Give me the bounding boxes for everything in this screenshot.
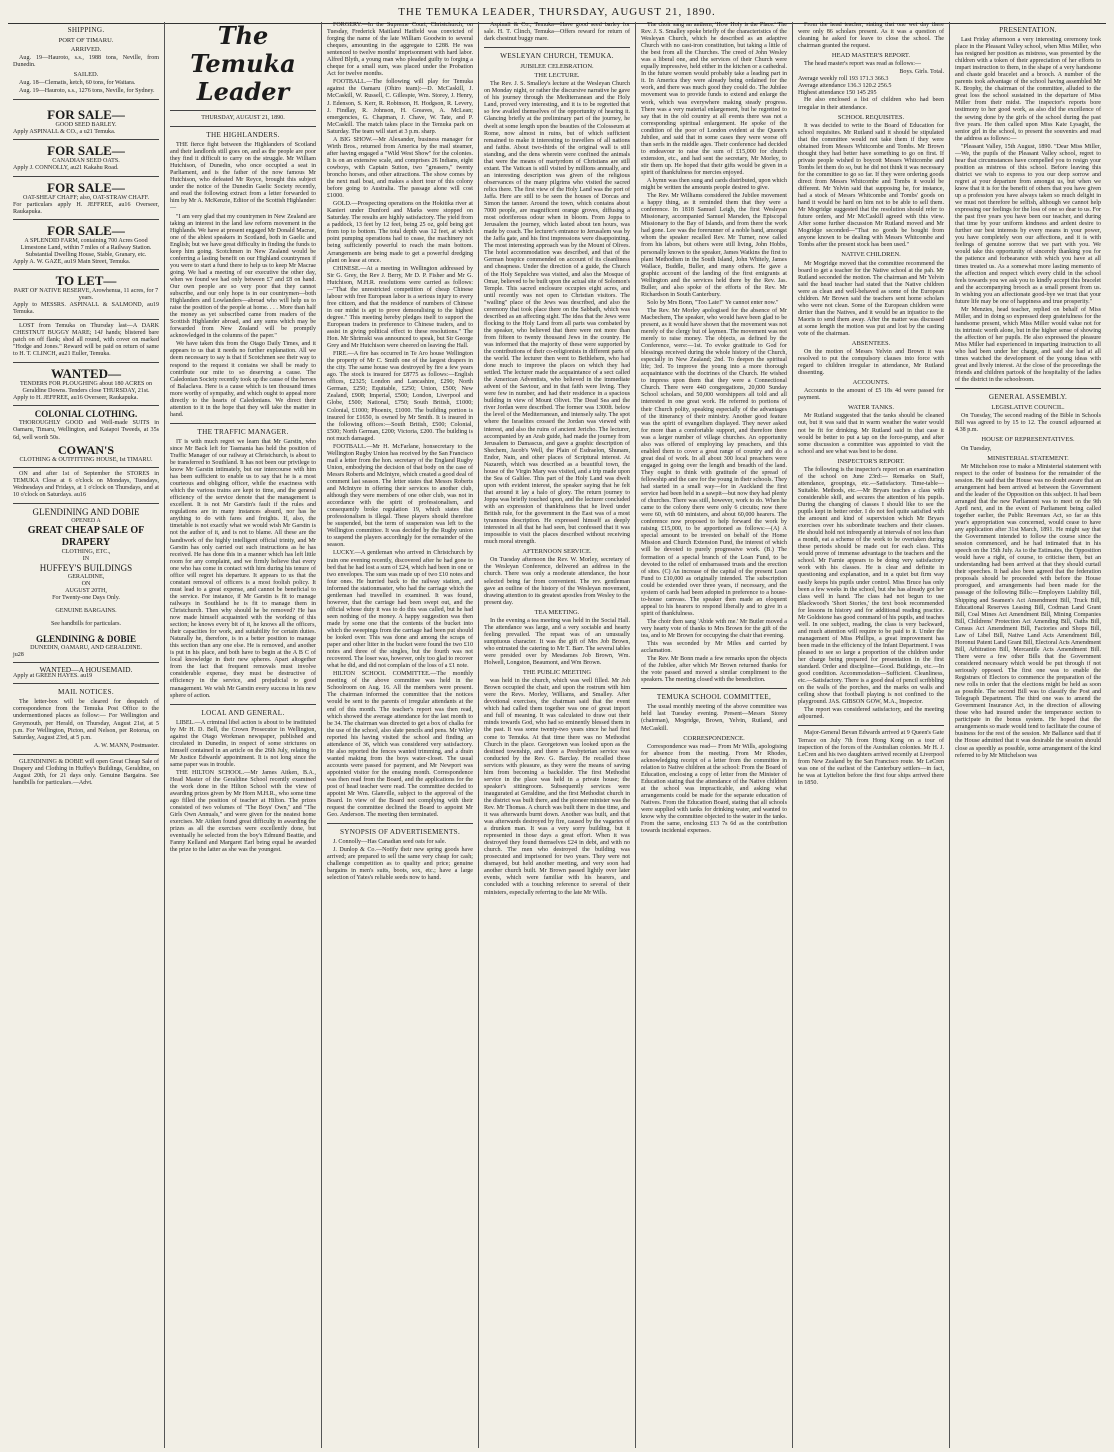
article-subheading: HOUSE OF REPRESENTATIVES. [981,436,1075,444]
news-paragraph: HILTON SCHOOL COMMITTEE.—The monthly meeting of the above committee was held in the Schoolroom on Aug. 16. All the members were present. The chairman informed the committee that the notices would be sent to the parents of irregular attendants at the end of this month. The teacher's report was then read, which showed the average attendance for the last month to be 34. The chairman was directed to get a box of chalks for the use of the school, also slate pencils and pens. Mr Wiley reported his having visited the school and finding an attendance of 36, which was considered very satisfactory. He also reported the fences wanted trimming, and a drain wanted making from the boys water-closet. The usual accounts were passed for payment, and Mr Newport was appointed visitor for the ensuing month. Correspondence was then read from the Board, and the applications for the post of head teacher were read. The committee decided to appoint Mr Wm. Glanville, subject to the approval of the Board. In view of the Board not complying with their request the committee declined the Board to appoint Mr Geo. Anderson. The meeting then terminated. [327,671,473,819]
news-paragraph: The Rev. Mr Williams considered the Jubilee movement a happy thing, as it reminded them that they were a conference. In 1818 Samuel Leigh, the first Wesleyan Missionary, accompanied Samuel Marsden, the Episcopal Missionary to the Bay of Islands, and from there the work had gone. Lee was the forerunner of a noble band, amongst whom the speaker recalled Rev. Mr Turner, now called from his labors, but others were still living, John Hobbs, personally known to the speaker, James Watkins the first to plant Methodism in the South Island, John Whitely, James Wallace, Buddle, Buller, and many others. He gave a graphic account of the landing of the first emigrants at Wellington and the services held there by the Rev. Jas. Buller, and also spoke of the efforts of the Rev. Mr Richardson in South Canterbury. [641,193,787,298]
mail-body: The letter-box will be cleared for despatch of correspondence from the Temuka Post Office to the undermentioned places as follow:— For Wellington and Greymouth, per Herald, on Thursday, August 21st, at 5 p.m. For Wellington, Picton, and Nelson, per Rotorua, on Saturday, August 23rd, at 5 p.m. [13,699,159,741]
gd-genuine: GENUINE BARGAINS. [55,608,117,615]
news-paragraph: The head master's report was read as follows:— [804,61,922,68]
ad-chaff [13,177,159,220]
article-subheading: ACCOUNTS. [852,379,890,387]
article-subheading: MINISTERIAL STATEMENT. [987,454,1069,462]
news-paragraph: FOOTBALL.—The following will play for Temuka against the Oamaru (Ohiro team):—D. McCaskill, J. McCaskill, W. Russell, C. Gillespie, Wm. Storey, J. Henry, J. Edenson, S. Kerr, R. Robinson, H. Hodgson, R. Levery, J. Findlay, R. Johnson, H. Greaves, A. McLean; emergencies, G. Chapman, J. Chave, W. Tate, and P. McCaskill. The match takes place in the Temuka park on Saturday. The team will start at 3 p.m. sharp. [327,79,473,135]
article-subheading: CORRESPONDENCE. [683,734,745,742]
gd-names: GLENDINING AND DOBIE [32,506,140,517]
article-subheading: NATIVE CHILDREN. [841,251,901,259]
column-6 [793,22,950,1448]
news-paragraph: Major-General Bevan Edwards arrived at 9 Queen's Gate Terrace on July 7th from Hong Kong on a tour of inspection of the forces of the Australian colonies. Mr H. J. LeCren and his two daughters arrived recently at Liverpool from New Zealand by the San Francisco route. Mr LeCren was one of the earliest of the Canterbury settlers—in fact, he was at Lyttelton before the first four ships arrived there in 1850. [798,730,944,786]
divider [13,99,159,100]
article-paragraph: THE fierce fight between the Highlanders of Scotland and their landlords still goes on, and as the people are poor they find it difficult to carry on the struggle. Mr William Hutchison, of Dunedin, who once occupied a seat in Parliament, and is the father of the now famous Mr Hutchison, who defeated Mr Reyce, brought this subject under the notice of the Dunedin Gaelic Society recently, and read the following extract from a letter forwarded to him by Mr A. McKenzie, Editor of the Scottish Highlander:— [170,142,316,212]
article-subheading: AFTERNOON SERVICE. [522,548,592,556]
gd-date: AUGUST 20TH, [65,588,107,595]
gd-town: GERALDINE, [67,573,105,580]
news-paragraph: On Tuesday afternoon the Rev. W. Morley, secretary of the Wesleyan Conference, delivered an address in the church. There was only a moderate attendance, the hour selected being far from convenient. The rev. gentleman gave an outline of the history of the Wesleyan movement, drawing attention to its greatest apostles from Wesley to the present day. [484,557,630,606]
news-paragraph: FIRE.—A fire has occurred in Te Aro house Wellington the property of Mr C. Smith one of the largest drapers in the city. The same house was destroyed by fire a few years ago. The stock is insured for £8775 as follows:—English offices, £2325; London and Lancashire, £290; North German, £250; Equitable, £250; Union, £500; New Zealand, £908; Imperial, £500; London, Liverpool and Globe, £500; National, £750; South British, £1000; Colonial, £1000; Phoenix, £1000. The building portion is insured for £1650, is owned by Mr Smith. It is insured in the following offices:—South British, £500; Colonial, £500; North German, £200; Victoria, £200. The building is not much damaged. [327,351,473,442]
ad-apply: Apply to H. JEFFREE, au16 Overseer, Raukapuka. [13,395,138,402]
masthead: The Temuka Leader [190,22,296,106]
ad-native-reserve [13,270,159,320]
news-paragraph: CHINESE.—At a meeting in Wellington addressed by Sir G. Grey, the Rev J. Berry, Mr D. P. Fisher and Mr G. Hutchison, M.H.R. resolutions were carried as follows:—"That the unrestricted competition of cheap Chinese labour with free European labor is a serious injury to every free citizen, and that the residence of numbers of Chinese in our midst is apt to prove demoralising to the highest degree." This meeting hereby pledges itself to support the European traders in preference to Chinese traders, and to assist in giving political effect to these resolutions." The Hon. Mr Shrimski was announced to speak, but Sir George Grey and Mr Hutchison were cheered on leaving the Hall. [327,265,473,350]
sailed-label: SAILED. [73,71,99,79]
ad-body: PART OF NATIVE RESERVE, Arowhenua, 11 acres, for 7 years. [13,287,159,301]
ad-heading: FOR SALE— [47,222,125,238]
ad-body: A SPLENDID FARM, containing 700 Acres Good Limestone Land, within 7 miles of a Railway Station. Substantial Dwelling House, Stable, Granary, etc. [20,237,152,258]
report-table-row: Average weekly roll 193 171.3 366.3 [798,76,889,83]
report-table-row: Average attendance 136.3 120.2 256.5 [798,83,892,90]
article-subheading: JUBILEE CELEBRATION. [520,63,594,71]
news-paragraph: J. Dunlop & Co.—Notify their new spring goods have arrived; are prepared to sell the same very cheap for cash; challenge competition as to quality and price; genuine bargains in men's suits, boots, sox, etc.; have a large selection of Yates's reliable seeds now to hand. [327,847,473,882]
news-paragraph: The following is the inspector's report on an examination of the school on June 23rd:— Remarks on Staff, attendance, groupings, etc.—Satisfactory. Time-table—Suitable. Methods, etc.—Mr Bryars teaches a class with considerable skill, and secures the attention of his pupils. During the changing of classes I should like to see the pupils kept in better order. I do not feel quite satisfied with the amount and kind of supervision which Mr Bryars exercises over his subordinate teachers and their classes. He should hold not infrequently at intervals of not less than a month, eat a scheme of the work to be overtaken during these periods should be made out for each class. This would prove of immense advantage to the teachers and the school. Mr Farnie appears to be doing very satisfactory work with his classes. He is clear and definite in questioning and explanation, and in a quiet but firm way easily keeps his pupils under control. Miss Bruce has only been a few weeks in the school, but she has already got her class well in hand. The class had not begun to use Blackwood's 'Short Stories,' the text book recommended for lessons in history and for additional reading practice. Mr Goldstone has good command of his pupils, and teaches well. In one subject, reading, the class is very backward, and much attention will require to be paid to it. Under the management of Miss Phillips, a great improvement has been made in the efficiency of the Infant Department. I was pleased to see so large a proportion of the children under her charge being prepared for presentation in the first standard. Order and discipline—Good. Buildings, etc.—In good condition. Accommodation—Sufficient. Cleanliness, etc.—Satisfactory. There is a good deal of pencil scribbling on the walls of the porches, and the marks on walls and ceiling show that football playing is not confined to the playground. JAS. GIBSON GOW, M.A., Inspector. [798,466,944,706]
news-paragraph: Mr Mitchelson rose to make a Ministerial statement with respect to the order of business for the remainder of the session. He said that the House was no doubt aware that an arrangement had been arrived at between the Government and the leader of the Opposition on this subject. It had been arranged that the new Parliament was to meet on the 9th April next, and in the event of Parliament being called together earlier, the Public Revenues Act, so far as this year's appropriation was concerned, would cease to have any application after 31st March, 1891. He might say that the Government intended to follow the course since the session commenced, and he had intimated that in his speech on the 15th July. As to the Estimates, the Opposition would have a right, of course, to criticise them, but an understanding had been arrived at that they should curtail their speeches. It had also been agreed that the federation proposals should be proceeded with before the House prorogued, and arrangements had been made for the passage of the following Bills:—Employers Liability Bill, Shipping and Seamen's Act Amendment Bill, Truck Bill, Educational Reserves Leasing Bill, Codman Land Grant Bill, Coal Mines Act Amendment Bill, Mining Companies Bill, Childrens' Protection Act Amending Bill, Oaths Bill, Census Act Amendment Bill, Factories and Shops Bill, Law of Libel Bill, Native Land Acts Amendment Bill, Horonui Patent Land Grant Bill, Electoral Acts Amendment Bill, Arbitration Bill, Mercantile Acts Amendment Bill. There were a few other Bills that the Government considered necessary which would be put through if not seriously opposed. The first one was to enable the Registrars of Electors to commence the preparation of the new rolls in order that the elections might be held as soon as possible. The second Bill was to classify the Post and Telegraph Department. The third one was to amend the Government Insurance Act, in the direction of allowing those who had insured under the temperance section to participate in the bonus system. He hoped that the arrangements so made would tend to facilitate the course of business for the rest of the session. Mr Ballance said that if the House admitted that it was desirable the session should close as speedily as possible, some arrangement of the kind referred to by Mr Mitchelson was [955,463,1101,759]
article-heading: THE TRAFFIC MANAGER. [197,427,289,436]
news-paragraph: Mr Menzies, head teacher, replied on behalf of Miss Miller, and in doing so expressed deep gratefulness for the handsome present, which Miss Miller would value not for its intrinsic worth alone, but in the higher sense of showing the affection of her pupils. He also expressed the pleasure Miss Miller had experienced in imparting instruction to all who had been under her charge, and said she had at all times watched the development of the young ideas with great and lively interest. At the close of the proceedings the friends and children partook of the hospitality of the ladies of the district in the schoolroom. [955,306,1101,384]
news-paragraph: FORGERY.—In the Supreme Court, Christchurch, on Tuesday, Frederick Maitland Hatfield was convicted of forging the name of the late William Goodwin to several cheques, amounting in the aggregate to £288. He was sentenced to twelve months' imprisonment with hard labor. Alfred Blyth, a young man who pleaded guilty to forging a cheque for a small sum, was placed under the Probation Act for twelve months. [327,22,473,78]
column-1 [8,22,165,1448]
article-heading: LOCAL AND GENERAL. [201,708,285,717]
news-paragraph: J. Connolly—Has Canadian seed oats for sale. [333,839,447,846]
gd2-code: ju28 [13,652,24,659]
shipping-heading: SHIPPING. [67,26,105,34]
news-paragraph: A BIG SHOW.—Mr Alexander, business manager for Wirth Bros., returned from America by the mail steamer, after having engaged a "Wild West Show" for the colonies. It is on an extensive scale, and comprises 26 Indians, eight cowboys, with Captain Sutton, two "greasers," twenty broncho horses, and other attractions. The show comes by the next mail boat, and makes a short tour of this colony before going to Australia. The passage alone will cost £1000. [327,136,473,200]
column-5 [636,22,793,1448]
article-heading: THE HIGHLANDERS. [206,131,280,140]
ad-heading: COLONIAL CLOTHING. [34,409,138,420]
article-paragraph: THE HILTON SCHOOL.—Mr James Aitken, B.A., Head Master of the Geraldine School recently examined the work done in the Hilton School with the view of awarding prizes given by Mr Horn M.H.R., who some time ago filled the position of teacher at Hilton. The prizes consisted of two volumes of "The Boys' Own," and "The Girls Own Annuals," and were given for the neatest home exercises. Mr Aitken found great difficulty in awarding the prizes as all the exercises were excellently done, but eventually he selected from the boy's Edmund Beattie, and Fanny Kelland and Margaret Earl being equal he awarded the prize to the latter as she was the youngest. [170,769,316,854]
ad-lost-mare [13,320,159,363]
news-paragraph: Correspondence was read— From Mr Wills, apologising for absence from the meeting. From Mr Rhodes, acknowledging receipt of a letter from the committee in relation to Native children at the school: From the Board of Education, enclosing a copy of letter from the Minister of Education stating that the attendance of the Native children at the school was impracticable, and asking what arrangements could be made for the separate education of Natives. From the Education Board, stating that all schools were supplied with tanks for drinking water, and wanted to know why the committee objected to the water in the tanks. From the same, enclosing £13 7s 6d as the contribution towards incidental expenses. [641,743,787,835]
article-heading: WESLEYAN CHURCH, TEMUKA. [500,52,614,61]
gd-building: HUFFEY'S BUILDINGS [39,562,133,573]
news-paragraph: He also enclosed a list of children who had been irregular in their attendance. [798,97,944,111]
news-paragraph: GOLD.—Prospecting operations on the Hokitika river at Kanieri under Dunford and Marks were stopped on Saturday. The results are highly satisfactory. The yield from a paddock, 13 feet by 12 feet, being 25 oz, gold being got from top to bottom. The total depth was 12 feet, at which point pumping operations had to cease, the machinery not being sufficiently powerful to reach the main bottom. Arrangements are being made to get a powerful dredging plant on lease at once. [327,201,473,264]
news-paragraph: The Rev. Mr Bonn made a few remarks upon the objects of the Jubilee, after which Mr Brown returned thanks for the vote passed and moved a similar compliment to the speakers. The meeting closed with the benediction. [641,656,787,684]
column-7 [950,22,1106,1448]
news-paragraph: The Rev. J. S. Smalley's lecture at the Wesleyan Church on Monday night, or rather the discursive narrative he gave of his journey through the Mediterranean and the Holy Land, proved very interesting, and it is to be regretted that so few availed themselves of the opportunity of hearing it. Glancing briefly at the preliminary part of the journey, he dwelt at some length upon the beauties of the Colosseum at Rome, now almost in ruins, but of which sufficient remained to make it interesting to travellers of all nations and faiths. About two-thirds of the original wall is still standing, and the dens wherein were confined the animals that were the means of martyrdom of Christians are still extant. The Vatican is still visited by millions annually, and an interesting description was given of the religious observances of the many pilgrims who visited the sacred relics there. The first view of the Holy Land was the port of Jaffa. Here are still to be seen the houses of Dorcas and Simon the tanner. Around the town, which contains about 7000 people, are magnificent orange groves, diffusing a most odoriferous odour when in bloom. From Joppa to Jerusalem the journey, which lasted about ten hours, was made by coach. The lecturer's entrance to Jerusalem was by the Jaffa gate, and his first impressions were disappointing. The most interesting approach was by the Mount of Olives. The hotel accommodation was described, and that of the German hospice commended on account of its cleanliness and cheapness. Under the direction of a guide, the Church of the Holy Sepulchre was visited, and also the Mosque of Omar, believed to be built upon the actual site of Solomon's Temple. This sacred enclosure occupies eight acres, and until recently was not open to Christian visitors. The "wailing" place of the Jews was described, and also the ceremony that took place there on the Sabbath, which was described as an affecting sight. The idea that the Jews were flocking to the Holy Land from all parts was combated by the speaker, who believed that there were not more than from fifteen to twenty thousand Jews in the country. He was informed that the majority of these were supported by the contributions of their co-religionists in different parts of the world. The lecturer then went to Bethlehem, who had done much to improve the places on which they had settled. The lecturer made the acquaintance of a sect called the American Adventists, who believed in the immediate advent of the Saviour, and in that faith were living. They were few in number, and had their residence in a spacious building in view of Mount Olivet. The Dead Sea and the river Jordan were described. The former was 1300ft. below the level of the Mediterranean, and intensely salty. The spot where the Israelites crossed the Jordan was viewed with interest, and also the ruins of ancient Jericho. The lecturer, accompanied by an Arab guide, had made the journey from Jerusalem to Damascus, and gave a graphic description of Shechem, Jacob's Well, the Plain of Esdraelon, Shunam, Endor, Nain, and other places of Scriptural interest. At Nazareth, which was described as a beautiful town, the house of the Virgin Mary was visited, and a trip made upon the Sea of Galilee. This part of the Holy Land was dwelt upon with evident interest, the speaker saying that he felt that around it lay a halo of glory. The return journey to Joppa was briefly touched upon, and the lecturer concluded with an expression of thankfulness that he lived under British rule, for the government in the East was of a most tyrannous description. He expressed himself as deeply interested in all that he had seen, but confessed that it was impossible to visit the places described without receiving much moral strength. [484,81,630,546]
column-4 [479,22,636,1448]
news-paragraph: Accounts to the amount of £5 18s 4d were passed for payment. [798,388,944,402]
article-heading: TEMUKA SCHOOL COMMITTEE, [656,693,772,702]
news-paragraph: The report was considered satisfactory, and the meeting adjourned. [798,707,944,721]
running-head: THE TEMUKA LEADER, THURSDAY, AUGUST 21, 1890. [8,4,1106,24]
article-heading: SYNOPSIS OF ADVERTISEMENTS. [339,828,461,837]
article-subheading: ABSENTEES. [851,340,891,348]
news-paragraph: LUCKY.—A gentleman who arrived in Christchurch by train one evening recently, discovered after he had gone to bed that he had lost a sum of £24, which had been in one or two envelopes. The sum was made up of two £10 notes and four ones. He hurried back to the railway station, and informed the stationmaster, who had the carriage which the gentleman had travelled in examined. It was found, however, that the carriage had been swept out, and the official whose duty it was to do this was called, but he had seen nothing of the money. A happy suggestion was then made by some one that the contents of the bucket into which the sweepings from the carriage had been put should be looked over. This was done and among the scraps of paper and other litter in the bucket were found the two £10 notes and three of the singles, but the fourth was not recovered. The loser was, however, only too glad to recover what he did, and did not complain of the loss of a £1 note. [327,550,473,670]
divider [484,47,630,48]
news-paragraph: Mr Rutland suggested that the tanks should be cleaned out, but it was said that in warm weather the water would not be fit for drinking. Mr Rutland said in that case it would be better to put a tap on the force-pump, and after some discussion a committee was appointed to visit the school and see what was best to be done. [798,413,944,455]
ad-seed-oats [13,140,159,176]
divider [798,725,944,726]
article-subheading: THE PUBLIC MEETING [522,669,592,677]
article-heading: PRESENTATION. [999,26,1057,34]
ad-apply: For particulars apply H. JEFFREE, au16 Overseer, Raukapuka. [13,201,159,215]
article-paragraph: IT is with much regret we learn that Mr Garstin, who since Mr Back left for Tasmania has held the position of Traffic Manager of our railway at Christchurch, is about to be transferred to Southland. It has not been our privilege to know Mr Garstin intimately, but our intercourse with him has been sufficient to enable us to say that he is a most courteous and obliging officer, while the exactness with which the various trains are kept to time, and the general efficiency of the service denote that the management is excellent. It is not Mr Garstin's fault if the rules and regulations are in many instances absurd, nor has he anything to do with fares and freights. If, also, the timetable is not exactly what we would wish Mr Garstin is not the author of it, and is not to blame. All these are the handiwork of the highly intelligent official trinity, and Mr Garstin has only carried out such instructions as he has received. He has done this in a manner which has left little room for any complaint, and we firmly believe that every one who has come in contact with him during his tenure of office will regret his departure. It appears to us that the constant removal of officers is a most foolish policy. It must lead to a great expense, and cannot be beneficial to the service. For instance, if Mr Garstin is fit to manage railways in Southland he is fit to manage them in Christchurch. Then why should he be removed? He has now made himself acquainted with the working of this section; he knows every bit of it, he knows all the officers, their capacities for work, and suitability for certain duties. Naturally he, therefore, is in a better position to manage this section than any one else. He is removed, and another is put in his place, and both have to begin at the A B C of local knowledge in their new spheres. Apart altogether from the fact that frequent removals must involve considerable expense, they must be destructive of efficiency in the service, and prejudicial to good management. We wish Mr Garstin every success in his new sphere of action. [170,438,316,699]
news-paragraph: A hymn was then sung and cards distributed, upon which might be written the amounts people desired to give. [641,178,787,192]
cowans-logo: COWAN'S [57,442,114,457]
ad-housemaid [13,663,159,684]
arrived-label: ARRIVED. [70,46,102,54]
divider [170,110,316,111]
news-paragraph: It was decided to write to the Board of Education for school requisites. Mr Rutland said it should be stipulated that the committee would not take them if they were obtained from Messrs Whitcombe and Tombs. Mr Brown thought they had better have something to go on first. If private people wished to boycott Messrs Whitcombe and Tombs let them do so, but he did not think it was necessary for the committee to go so far. If they were ordering goods direct from Messrs Whitcombe and Tombs it would be different. Mr Yelvin said that supposing he, for instance, had a stock of Messrs Whitcombe and Tombs' goods on hand it would be hard on him not to be able to sell them. Mr Mogridge suggested that the resolution should refer to future orders, and Mr McCaskill agreed with this view. After some further discussion Mr Rutland moved and Mr Mogridge seconded—"That no goods be bought from anyone known to be dealing with Messrs Whitcombe and Tombs after the present stock has been used." [798,122,944,249]
gd-opens: OPENED A [71,517,101,524]
news-paragraph: The usual monthly meeting of the above committee was held last Tuesday evening. Present—Messrs Storey (chairman), Mogridge, Brown, Yelvin, Rutland, and McCaskill. [641,704,787,732]
ad-body: TENDERS FOR PLOUGHING about 180 ACRES on Geraldine Downs. Tenders close THURSDAY, 21st. [19,381,153,395]
news-paragraph: Last Friday afternoon a very interesting ceremony took place in the Pleasant Valley school, when Miss Miller, who has resigned her position as mistress, was presented by the children with a token of their appreciation of her efforts to impart instruction to them, in the shape of a very handsome and chaste gold bracelet and a brooch. A number of the parents took advantage of the school having assembled Mr K. Brophy, the chairman of the committee, alluded to the great loss the school sustained in the departure of Miss Miller from their midst. The inspector's reports bore testimony to her good work, as also did the excellence of the sewing done by the girls of the school during the past five years. He then called upon Miss Kate Lysaght, the senior girl in the school, to present the souvenirs and read the address as follows:— [955,37,1101,142]
ad-apply: Apply J. CONNOLLY, au21 Kakahu Road. [13,165,119,172]
divider [170,423,316,424]
ad-apply: Apply A. W. GAZE, au19 Main Street, Temuka. [13,258,131,265]
news-paragraph: FOOTBALL.—Mr H. McFarlane, honsecretary to the Wellington Rugby Union has received by the San Francisco mail a letter from the hon. secretary of the England Rugby Union, embodying the decision of that body on the case of Messrs Roberts and McIntyre, which created a good deal of comment last season. The letter states that Messrs Roberts and McIntyre in offering their services to another club, although they were members of one other club, was not in accordance with the spirit of professionalism, and consequently broke regulation 19, which states that professionalism is illegal. These players should therefore be suspended, but the term of suspension was left to the Wellington committee. It was decided by the Rugby union to suspend the players accordingly for the remainder of the season. [327,443,473,549]
ad-ploughing [13,363,159,406]
report-table-row: Highest attendance 150 145 295 [798,90,877,97]
news-paragraph: "Pleasant Valley, 15th August, 1890. "Dear Miss Miller,—We, the pupils of the Pleasant Valley school, regret to hear that circumstances have compelled you to resign your position as mistress of this school. Before leaving this district we wish to express to you our deep sorrow and regret at your departure from amongst us, but when we know that it is for the benefit of others that you have given up a profession you have always taken so much delight in we must not therefore be selfish, although we cannot help expressing our feelings for the loss of one so dear to us. For the past five years you have been our teacher, and during that time by your uniform kindness and ardent desire to further our best interests by every means in your power, you have completely won our affections, and it is with feelings of genuine sorrow that we part with you. We would take this opportunity of sincerely thanking you for the patience and forbearance with which you have at all times treated us. As a somewhat more lasting memento of the affection and respect which every child in the school feels towards you we ask you to kindly accept this bracelet and the accompanying brooch as a small present from us. In wishing you an affectionate good-bye we trust that your future life may be one of happiness and true prosperity." [955,143,1101,305]
news-paragraph: was held in the church, which was well filled. Mr Job Brown occupied the chair, and upon the rostrum with him were the Revs. Morley, Williams, and Smalley. After devotional exercises, the chairman said that the event which had called them together was one of great import and full of meaning. It was calculated to draw out their minds towards God, who had so eminently blessed them in the past. It was some twenty-two years since he had first come to Temuka. At that time there was no Methodist Church in the place. Georgetown was looked upon as the destined township, and there a Presbyterian service was conducted by the Rev. G. Barclay. He recalled those services with pleasure, as they were the means of saving him from becoming a backslider. The first Methodist service in the place was held in a private house; the speaker's sittingroom. Subsequently services were inaugurated at Geraldine, and the first Methodist church in the district was built there, and the pioneer minister was the Rev. Mr Thomas. A church was built there in due time, and it was afterwards burnt down. Another was built, and that was afterwards destroyed by fire, caused by the vagaries of a drunken man. It was a very sorry building, but it represented in those days a great effort. When it was destroyed they found themselves £24 in debt, and with no church. The men who destroyed the building was prosecuted and imprisoned for two years. They were not dismayed, but held another meeting, and very soon had another church built. Mr Brown passed lightly over later events, which were familiar with his hearers, and concluded with a touching reference to several of their ministers, especially referring to the late Mr Wills. [484,678,630,896]
cowans-sub: CLOTHING & OUTFITTING HOUSE, Ist TIMARU. [19,456,153,463]
gd2-places: DUNEDIN, OAMARU, AND GERALDINE. [30,645,142,652]
news-paragraph: On Tuesday, [961,445,992,452]
gd-sale: GREAT CHEAP SALE OF DRAPERY [27,524,145,548]
article-heading: GENERAL ASSEMBLY. [988,393,1068,402]
ad-body: THOROUGHLY GOOD and Well-made SUITS in Oamaru, Timaru, Wellington, and Kaiapoi Tweeds, at 35s 6d, well worth 50s. [13,420,159,441]
ad-colonial-clothing [13,406,159,467]
ad-store-hours [13,468,159,504]
news-paragraph: The choir then sang 'Abide with me.' Mr Butler moved a very hearty vote of thanks to Mrs Brown for the gift of the tea, and to Mr Brown for occupying the chair that evening. [641,618,787,640]
news-paragraph: On Tuesday, The second reading of the Bible in Schools Bill was agreed to by 15 to 12. The council adjourned at 4.38 p.m. [955,413,1101,434]
article-paragraph: We have taken this from the Otago Daily Times, and it appears to us that it needs no further explanation. All we deem necessary to say is that if Scotchmen see their way to respond to the request it contains we shall be ready to contribute our mite to so deserving a cause. The Caledonian Society recently took up the cause of the heroes of Balaclava. Here is a cause which is ten thousand times more worthy of sympathy, and which ought to appeal more directly to the hearts of Caledonians. We direct their attention to it in the hope that they will take the matter in hand. [170,341,316,418]
article-paragraph: LIBEL.—A criminal libel action is about to be instituted by Mr H. D. Bell, the Crown Prosecutor in Wellington, against the Otago Workman newspaper, published and circulated in Dunedin, in respect of some strictures on himself contained in an article on the 26th July, relating to Mr Justice Edwards' appointment. It is not long since the same paper was in trouble. [170,719,316,768]
ad-body: LOST from Temuka on Thursday last—A DARK CHESTNUT BUGGY MARE; 14J hands; blistered bare patch on off flank; shod all round, with cover on marked "Hodge and Jones." Reward will be paid on return of same to H. T. CLINCH, au21 Euller, Temuka. [13,323,159,358]
news-paragraph: The choir sang an anthem, 'How Holy is the Place.' The Rev. J. S. Smalley spoke briefly of the characteristics of the Wesleyan Church, which he described as an adaptive Church with no cast-iron constitution, but taking a little of the best from all the Churches. The creed of John Wesley was a liberal one, and the services of their Church were equally impressive, held either in the kitchen or a cathedral. In the future women would probably take a leading part in it. In America they were already being ordained for the work, and there was much good they could do. The Jubilee movement was to provide funds to extend and enlarge the work, which was everywhere making steady progress. There was a very material enlargement, but he regretted to say that in the old country at all events there was not a corresponding spiritual enlargement. He spoke of the condition of the poor of London evident at the Queen's Jubilee, and said that in some cases they were worse off than serfs in the middle ages. Their conference had decided to endeavour to raise the sum of £15,000 for church extension, etc., and had sent the secretary, Mr Morley, to stir them up. He hoped that their gifts would be given in a spirit of thankfulness for mercies enjoyed. [641,22,787,176]
ad-heading: TO LET— [55,272,117,288]
ad-body: GOOD SEED BARLEY. [55,122,117,129]
ad-heading: FOR SALE— [47,143,125,159]
ad-glendining-dobie [13,504,159,664]
news-paragraph: Mr Mogridge moved that the committee recommend the board to get a teacher for the Native school at the pah. Mr Rutland seconded the motion. The chairman and Mr Yelvin said the head teacher had stated that the Native children were as clean and well-behaved as some of the European children. Mr Brown said the teachers sent home scholars who were not clean. Some of the European children were dirtier than the Natives, and it would be an injustice to the Maoris to send them away. After the matter was discussed at some length the motion was put and lost by the casting vote of the chairman. [798,260,944,337]
news-paragraph: Solo by Mrs Bonn, "Too Late!" Ye cannot enter now." [647,299,779,306]
sailed-text-2: Aug. 19—Hauroto, s.s., 1276 tons, Neville, for Sydney. [19,88,155,95]
news-paragraph: On the motion of Messrs Yelvin and Brown it was resolved to put the compulsory clauses into force with regard to children irregular in attendance, Mr Rutland dissenting. [798,349,944,377]
column-2 [165,22,322,1448]
article-subheading: WATER TANKS. [848,404,894,412]
article-subheading: HEAD MASTER'S REPORT. [831,52,911,60]
gd-advt: GLENDINING & DOBIE will open Great Cheap Sale of Drapery and Clothing in Huffey's Buildings, Geraldine, on August 20th, for 21 days only. Genuine Bargains. See handbills for particulars.—Advt. [13,758,159,786]
divider [641,688,787,689]
gd-in: IN [82,555,90,562]
article-subheading: TEA MEETING. [534,608,580,616]
ad-body: CANADIAN SEED OATS. [52,158,120,165]
ad-heading: WANTED— [50,366,122,382]
ad-heading: FOR SALE— [47,107,125,123]
ad-body: OAT-SHEAF CHAFF; also, OAT-STRAW CHAFF. [22,194,150,201]
ad-apply: Apply at GREEN HAYES. au19 [13,673,93,680]
article-subheading: THE LECTURE. [534,72,580,80]
article-subheading: LEGISLATIVE COUNCIL. [991,404,1065,412]
columns [8,22,1106,1448]
ad-apply: Apply to MESSRS. ASPINALL & SALMOND, au19 Temuka. [13,301,159,315]
article-subheading: SCHOOL REQUISITES. [837,113,905,121]
ad-heading: FOR SALE— [47,179,125,195]
gd-days: For Twenty-one Days Only. [52,595,120,602]
divider [170,704,316,705]
ad-body: ON and after 1st of September the STORES in TEMUKA Close at 6 o'clock on Mondays, Tuesdays, Wednesdays and Fridays, at 1 o'clock on Thursdays, and at 10 o'clock on Saturdays. au16 [13,470,159,498]
news-paragraph: The Rev. Mr Morley apologised for the absence of Mr Macbechem, The speaker, who would have been glad to be present, as it would have shown that the movement was not merely of the clergy but of laymen. The movement was not merely to raise money. The objects, as defined by the Conference, were:—1st. To evoke gratitude to God for blessings received during the whole history of the Church, especially in New Zealand; 2nd. To deepen the spiritual life; 3rd. To improve the young into a more thorough acquaintance with the doctrines of the Church. He wished to impress upon them that they were a Connectional Church. There were 440 congregations, 20,000 Sunday School scholars, and 50,000 worshippers all told and all interested in one great work. He referred to portions of their Church polity, speaking especially of the advantages of the itinerancy of their ministry. Another good feature was the spirit of evangelism displayed. They never asked for more than a comfortable support, and therefore there was a larger number of village churches. An opportunity also was offered of employing lay preachers, and this enabled them to cover a great range of country and do a great deal of work. In all about 300 local preachers were engaged in going over the length and breadth of the land. They ought to think with gratitude of the spread of fellowship and the care for the young in their schools. They had started in a small way—for in Auckland the first service had been held in a sawpit—but now they had plenty of churches. There was still, however, work to do. When he came to the colony there were only 6 circuits; now there were 60, with 60 ministers, and about 60,000 hearers. The conference now proposed to help forward the work by raising £15,000, to be apportioned as follows:—(A) A special amount to be invested on behalf of the Home Mission and Church Extension Fund, the interest of which will be devoted to purely progressive work. (B.) The formation of a special branch of the Loan Fund, to be devoted to the relief of embarrassed trusts and the erection of sites. (C) An increase of the capital of the present Loan Fund to £10,000 as originally intended. The subscription could be extended over three years, if necessary, and the system of cards had been adopted in preference to a house-to-house canvass. The speaker then made an eloquent appeal to his hearers to respond liberally and to give in a spirit of thankfulness. [641,307,787,617]
divider [955,388,1101,389]
news-paragraph: Aspinall & Co., Temuka—Have good seed barley for sale. H. T. Clinch, Temuka—Offers reward for return of dark chestnut buggy mare. [484,22,630,43]
ad-farm [13,220,159,270]
sailed-text-1: Aug. 18—Clematis, ketch, 60 tons, for Waitara. [19,80,136,87]
mail-heading: MAIL NOTICES. [58,688,114,697]
news-paragraph: From the head teacher, stating that one wet day there were only 86 scholars present. As it was a question of cleaning he asked for leave to close the school. The chairman granted the request. [798,22,944,50]
divider [327,823,473,824]
mail-sign: A. W. MANN, Postmaster. [93,742,159,749]
news-paragraph: In the evening a tea meeting was held in the Social Hall. The attendance was large, and a very sociable and hearty feeling prevailed. The repast was of an unusually sumptuous character. It was the gift of Mrs Job Brown, who entrusted the catering to Mr T. Barr. The several tables were presided over by Mesdames Job Brown, Wm. Holwell, Longston, Beaumont, and Wm Brown. [484,617,630,667]
gd-on: ON [81,580,91,587]
ad-apply: Apply ASPINALL & CO., a u21 Temuka. [13,129,116,136]
column-3 [322,22,479,1448]
dateline: THURSDAY, AUGUST 21, 1890. [201,115,285,121]
divider [170,126,316,127]
news-paragraph: This was seconded by Mr Miles and carried by acclamation. [641,641,787,655]
arrived-text: Aug. 19—Hauroto, s.s., 1988 tons, Neville, from Dunedin. [13,55,159,69]
gd-see: See handbills for particulars. [50,621,122,628]
port-heading: PORT OF TIMARU. [58,37,114,44]
report-table-header: Boys. Girls. Total. [899,69,944,76]
article-subheading: INSPECTOR'S REPORT. [837,457,905,465]
gd2-name: GLENDINING & DOBIE [35,634,136,645]
gd-sub: CLOTHING, ETC., [61,548,111,555]
divider [13,754,159,755]
ad-heading: WANTED—A HOUSEMAID. [39,665,133,675]
article-paragraph: "I am very glad that my countrymen in New Zealand are taking an interest in the land law reform movement in the Highlands. We have at present engaged Mr Donald Macrae, one of the ablest speakers in Scotland, both in Gaelic and English; but we have great difficulty in finding the funds to keep him going. Scotchmen in New Zealand would be conferring a lasting benefit on our Highland countrymen if you were to start a fund there to help us to keep Mr Macrae going. We had a meeting of our executive the other day, when we found we had only between £7 and £8 on hand. Our own people are so very poor that they cannot subscribe, and our only hope is in our countrymen—both Highlanders and Lowlanders—abroad who will help us to raise the position of the people at home. . . . More than half the money as yet subscribed came from readers of the Scottish Highlander abroad, and any sums which may be forwarded from New Zealand will be promptly acknowledged in the columns of the paper." [170,213,316,340]
ad-seed-barley [13,104,159,140]
